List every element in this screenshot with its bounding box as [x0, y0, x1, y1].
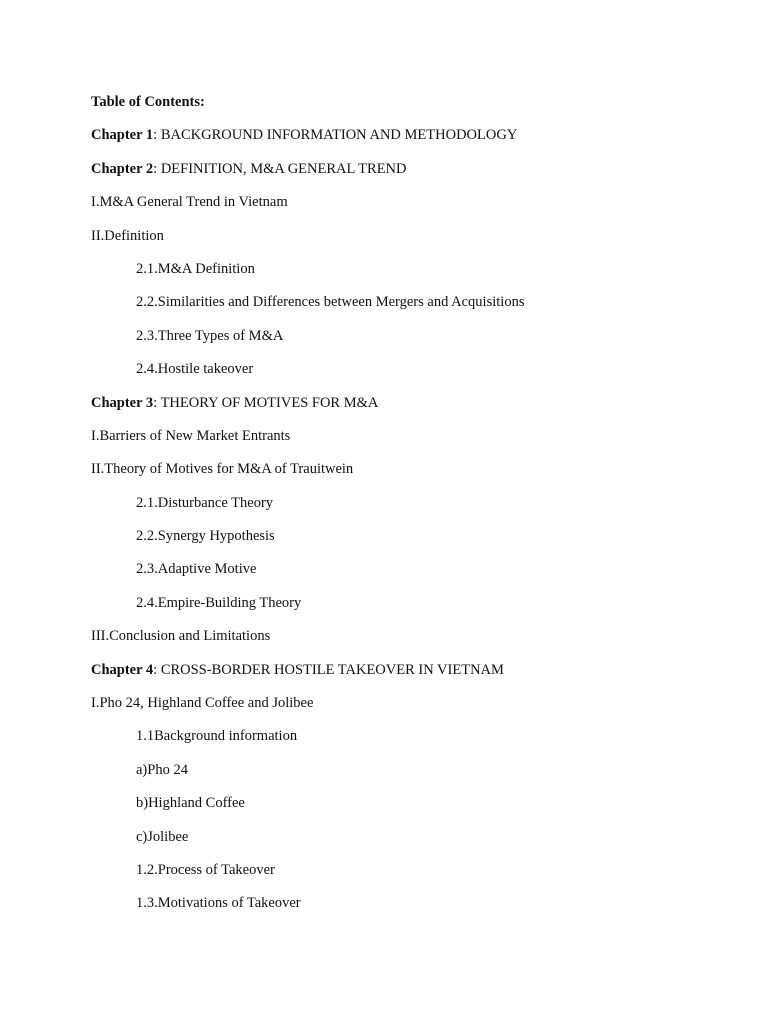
toc-subsection: 2.2.Similarities and Differences between Mergers and Acquisitions — [136, 294, 525, 311]
toc-section: III.Conclusion and Limitations — [91, 628, 271, 645]
toc-title: Table of Contents: — [91, 94, 205, 110]
toc-chapter-title: : DEFINITION, M&A GENERAL TREND — [153, 160, 407, 177]
toc-subsection: 2.1.Disturbance Theory — [136, 494, 274, 511]
toc-subsection: c)Jolibee — [136, 828, 189, 845]
toc-subsection: 2.3.Three Types of M&A — [136, 327, 284, 344]
toc-section: I.Pho 24, Highland Coffee and Jolibee — [91, 695, 314, 712]
toc-subsection: b)Highland Coffee — [136, 795, 245, 812]
toc-subsection: 2.4.Empire-Building Theory — [136, 594, 302, 611]
toc-section: II.Definition — [91, 227, 164, 244]
toc-chapter-label: Chapter 2 — [91, 160, 154, 177]
toc-chapter-1 — [91, 125, 731, 158]
toc-chapter-3 — [91, 393, 731, 426]
toc-subsection: 1.1Background information — [136, 728, 298, 745]
toc-chapter-4 — [91, 660, 731, 693]
toc-subsection: 2.4.Hostile takeover — [136, 361, 254, 378]
toc-chapter-title: : BACKGROUND INFORMATION AND METHODOLOGY — [153, 127, 518, 144]
toc-section: I.M&A General Trend in Vietnam — [91, 194, 288, 211]
toc-chapter-label: Chapter 3 — [91, 394, 154, 411]
toc-subsection: 1.3.Motivations of Takeover — [136, 895, 301, 912]
toc-subsection: 1.2.Process of Takeover — [136, 861, 275, 878]
toc-chapter-title: : CROSS-BORDER HOSTILE TAKEOVER IN VIETNAM — [153, 661, 504, 678]
toc-section: I.Barriers of New Market Entrants — [91, 427, 291, 444]
toc-chapter-label: Chapter 4 — [91, 661, 154, 678]
toc-chapter-2 — [91, 159, 731, 192]
toc-subsection: 2.1.M&A Definition — [136, 260, 255, 277]
toc-subsection: 2.2.Synergy Hypothesis — [136, 528, 275, 545]
toc-chapter-label: Chapter 1 — [91, 127, 154, 144]
toc-section: II.Theory of Motives for M&A of Trauitwein — [91, 461, 354, 478]
toc-chapter-title: : THEORY OF MOTIVES FOR M&A — [153, 394, 379, 411]
toc-subsection: a)Pho 24 — [136, 761, 188, 778]
toc-subsection: 2.3.Adaptive Motive — [136, 561, 257, 578]
table-of-contents — [91, 92, 731, 927]
